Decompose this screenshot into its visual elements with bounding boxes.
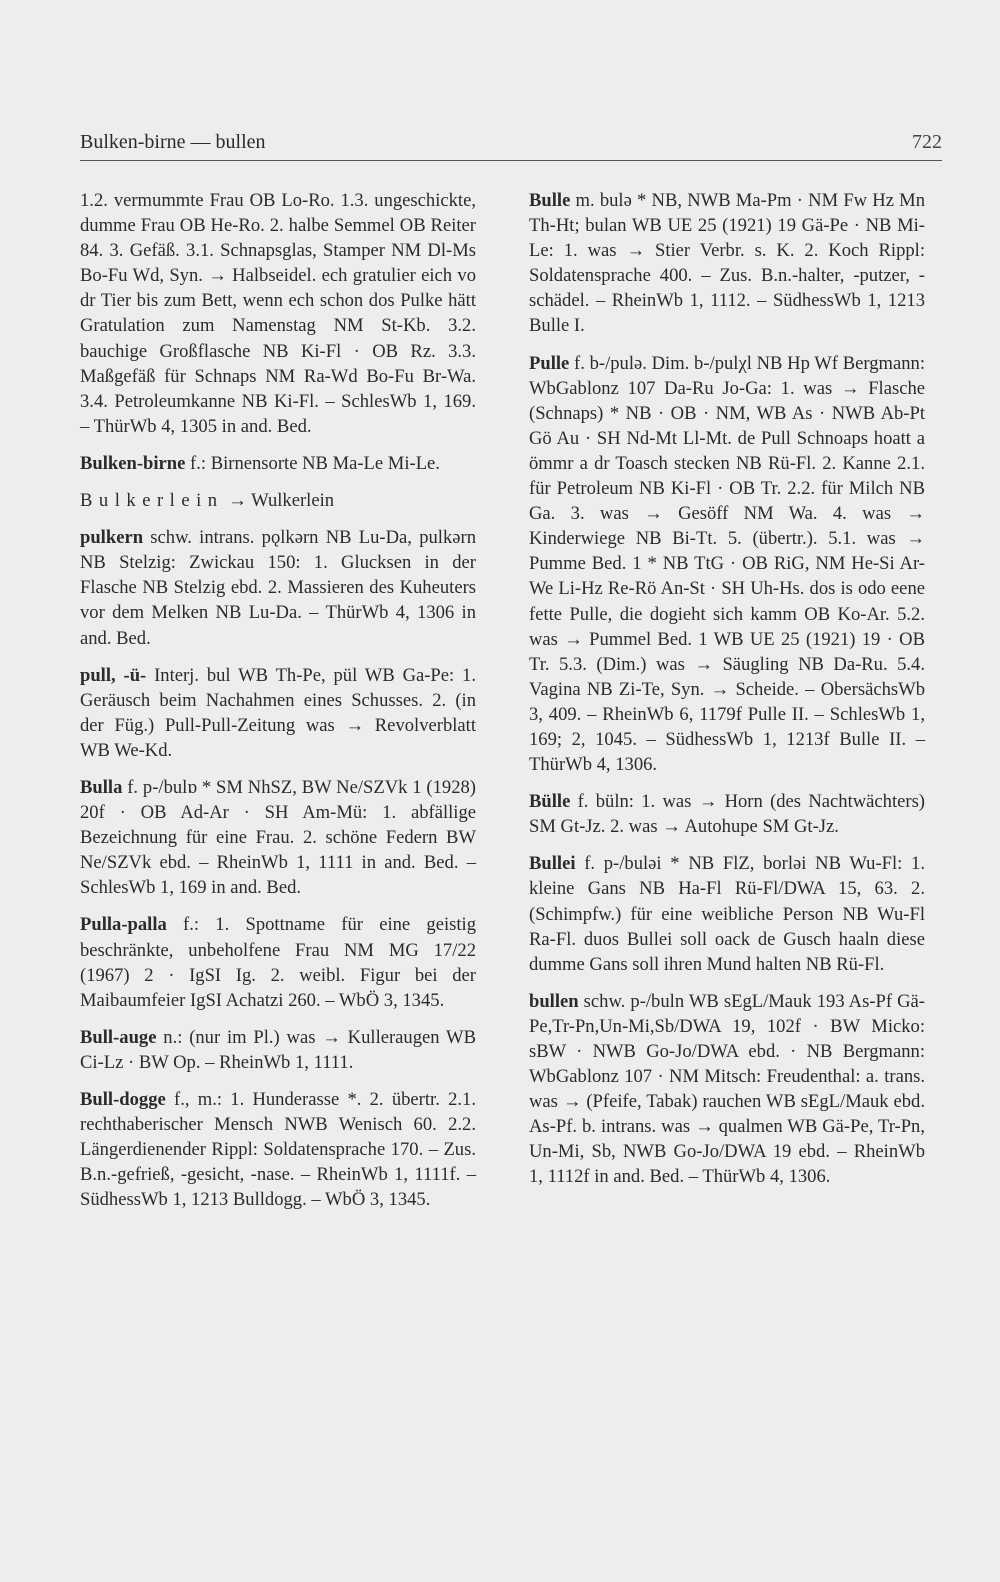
left-column — [80, 188, 476, 1224]
entry-text: f.: 1. Spottname für eine geistig beschränkte, unbeholfene Frau NM MG 17/22 (1967) 2 · IgSI Ig. 2. weibl. Figur bei der Maibaumfeier IgSI Achatzi 260. – WbÖ 3, 1345. — [80, 914, 476, 1011]
entry-pull — [80, 663, 476, 763]
entry-bulla — [80, 775, 476, 900]
entry-continuation — [80, 188, 476, 439]
entry-pulkern — [80, 525, 476, 650]
running-header — [80, 130, 942, 161]
entry-text: → Wulkerlein — [223, 490, 335, 512]
entry-lemma: Pulla-palla — [80, 914, 167, 936]
running-title: Bulken-birne — bullen — [80, 131, 266, 153]
entry-lemma: bullen — [529, 990, 579, 1012]
entry-text: schw. intrans. pǫlkərn NB Lu-Da, pulkərn NB Stelzig: Zwickau 150: 1. Glucksen in der Flasche NB Stelzig ebd. 2. Massieren des Kuheuters vor dem Melken NB Lu-Da. – ThürWb 4, 1306 in and. Bed. — [80, 527, 476, 649]
entry-text: f.: Birnensorte NB Ma-Le Mi-Le. — [185, 452, 440, 474]
entry-text: f. p-/bulǝi * NB FlZ, borlǝi NB Wu-Fl: 1. kleine Gans NB Ha-Fl Rü-Fl/DWA 15, 63. 2. (Schimpfw.) für eine weibliche Person NB Wu-Fl Ra-Fl. duos Bullei soll oack de Gusch haaln diese dumme Gans soll ihren Mund halten NB Rü-Fl. — [529, 853, 925, 975]
entry-text: f. b-/pulə. Dim. b-/pulχl NB Hp Wf Bergmann: WbGablonz 107 Da-Ru Jo-Ga: 1. was → Flasche (Schnaps) * NB · OB · NM, WB As · NWB Ab-Pt Gö Au · SH Nd-Mt Ll-Mt. de Pull Schnoaps hoatt a ömmr a dr Toasch stecken NB Rü-Fl. 2. Kanne 2.1. für Petroleum NB Ki-Fl · OB Tr. 2.2. für Milch NB Ga. 3. was → Gesöff NM Wa. 4. was → Kinderwiege NB Bi-Tt. 5. (übertr.). 5.1. was → Pumme Bed. 1 * NB TtG · OB RiG, NM He-Si Ar-We Li-Hz Re-Rö An-St · SH Uh-Hs. dos is odo eene fette Pulle, die dogieht sich kamm OB Ko-Ar. 5.2. was → Pummel Bed. 1 WB UE 25 (1921) 19 · OB Tr. 5.3. (Dim.) was → Säugling NB Da-Ru. 5.4. Vagina NB Zi-Te, Syn. → Scheide. – ObersächsWb 3, 409. – RheinWb 6, 1179f Pulle II. – SchlesWb 1, 169; 2, 1045. – SüdhessWb 1, 1213f Bulle II. – ThürWb 4, 1306. — [529, 352, 925, 776]
entry-text: 1.2. vermummte Frau OB Lo-Ro. 1.3. ungeschickte, dumme Frau OB He-Ro. 2. halbe Semmel OB Reiter 84. 3. Gefäß. 3.1. Schnapsglas, Stamper NM Dl-Ms Bo-Fu Wd, Syn. → Halbseidel. ech gratulier eich vo dr Tier bis zum Bett, wenn ech schon dos Pulke hätt Gratulation zum Namenstag NM St-Kb. 3.2. bauchige Großflasche NB Ki-Fl · OB Rz. 3.3. Maßgefäß für Schnaps NM Ra-Wd Bo-Fu Br-Wa. 3.4. Petroleumkanne NB Ki-Fl. – SchlesWb 1, 169. – ThürWb 4, 1305 in and. Bed. — [80, 190, 476, 437]
entry-bullei — [529, 851, 925, 976]
entry-lemma: Bulla — [80, 776, 123, 798]
entry-lemma: pull, -ü- — [80, 664, 147, 686]
entry-text: Interj. bul WB Th-Pe, pül WB Ga-Pe: 1. Geräusch beim Nachahmen eines Schusses. 2. (in der Füg.) Pull-Pull-Zeitung was → Revolverblatt WB We-Kd. — [80, 664, 476, 761]
entry-text: m. bulə * NB, NWB Ma-Pm · NM Fw Hz Mn Th-Ht; bulan WB UE 25 (1921) 19 Gä-Pe · NB Mi-Le: 1. was → Stier Verbr. s. K. 2. Koch Rippl: Soldatensprache 400. – Zus. B.n.-halter, -putzer, -schädel. – RheinWb 1, 1112. – SüdhessWb 1, 1213 Bulle I. — [529, 190, 925, 337]
entry-lemma: Pulle — [529, 352, 570, 374]
entry-lemma: Bulkerlein — [80, 490, 224, 512]
entry-lemma: Bulken-birne — [80, 452, 186, 474]
entry-pulla-palla — [80, 912, 476, 1012]
right-column — [529, 188, 925, 1202]
page-number: 722 — [912, 131, 942, 153]
entry-text: schw. p-/buln WB sEgL/Mauk 193 As-Pf Gä-Pe,Tr-Pn,Un-Mi,Sb/DWA 19, 102f · BW Micko: sBW · NWB Go-Jo/DWA ebd. · NB Bergmann: WbGablonz 107 · NM Mitsch: Freudenthal: a. trans. was → (Pfeife, Tabak) rauchen WB sEgL/Mauk ebd. As-Pf. b. intrans. was → qualmen WB Gä-Pe, Tr-Pn, Un-Mi, Sb, NWB Go-Jo/DWA 19 ebd. – RheinWb 1, 1112f in and. Bed. – ThürWb 4, 1306. — [529, 990, 925, 1188]
entry-lemma: Bull-dogge — [80, 1089, 166, 1110]
entry-bull-auge — [80, 1025, 476, 1075]
entry-lemma: Bülle — [529, 791, 571, 813]
entry-text: n.: (nur im Pl.) was → Kulleraugen WB Ci-Lz · BW Op. – RheinWb 1, 1111. — [80, 1026, 476, 1073]
entry-text: f. p-/bulɒ * SM NhSZ, BW Ne/SZVk 1 (1928) 20f · OB Ad-Ar · SH Am-Mü: 1. abfällige Bezeichnung für eine Frau. 2. schöne Federn BW Ne/SZVk ebd. – RheinWb 1, 1111 in and. Bed. – SchlesWb 1, 169 in and. Bed. — [80, 776, 476, 899]
entry-lemma: pulkern — [80, 527, 144, 549]
entry-bulkerlein — [80, 488, 476, 513]
entry-text: f. büln: 1. was → Horn (des Nachtwächters) SM Gt-Jz. 2. was → Autohupe SM Gt-Jz. — [529, 791, 925, 838]
entry-pulle — [529, 351, 925, 778]
entry-bull-dogge — [80, 1087, 476, 1212]
entry-bulle — [529, 188, 925, 339]
entry-lemma: Bull-auge — [80, 1026, 157, 1048]
entry-bulken-birne — [80, 451, 476, 476]
entry-buelle — [529, 789, 925, 839]
entry-bullen — [529, 989, 925, 1190]
entry-text: f., m.: 1. Hunderasse *. 2. übertr. 2.1. rechthaberischer Mensch NWB Wenisch 60. 2.2. Längerdienender Rippl: Soldatensprache 170. – Zus. B.n.-gefrieß, -gesicht, -nase. – RheinWb 1, 1111f. – SüdhessWb 1, 1213 Bulldogg. – WbÖ 3, 1345. — [80, 1089, 476, 1211]
entry-lemma: Bullei — [529, 853, 576, 875]
entry-lemma: Bulle — [529, 190, 571, 211]
